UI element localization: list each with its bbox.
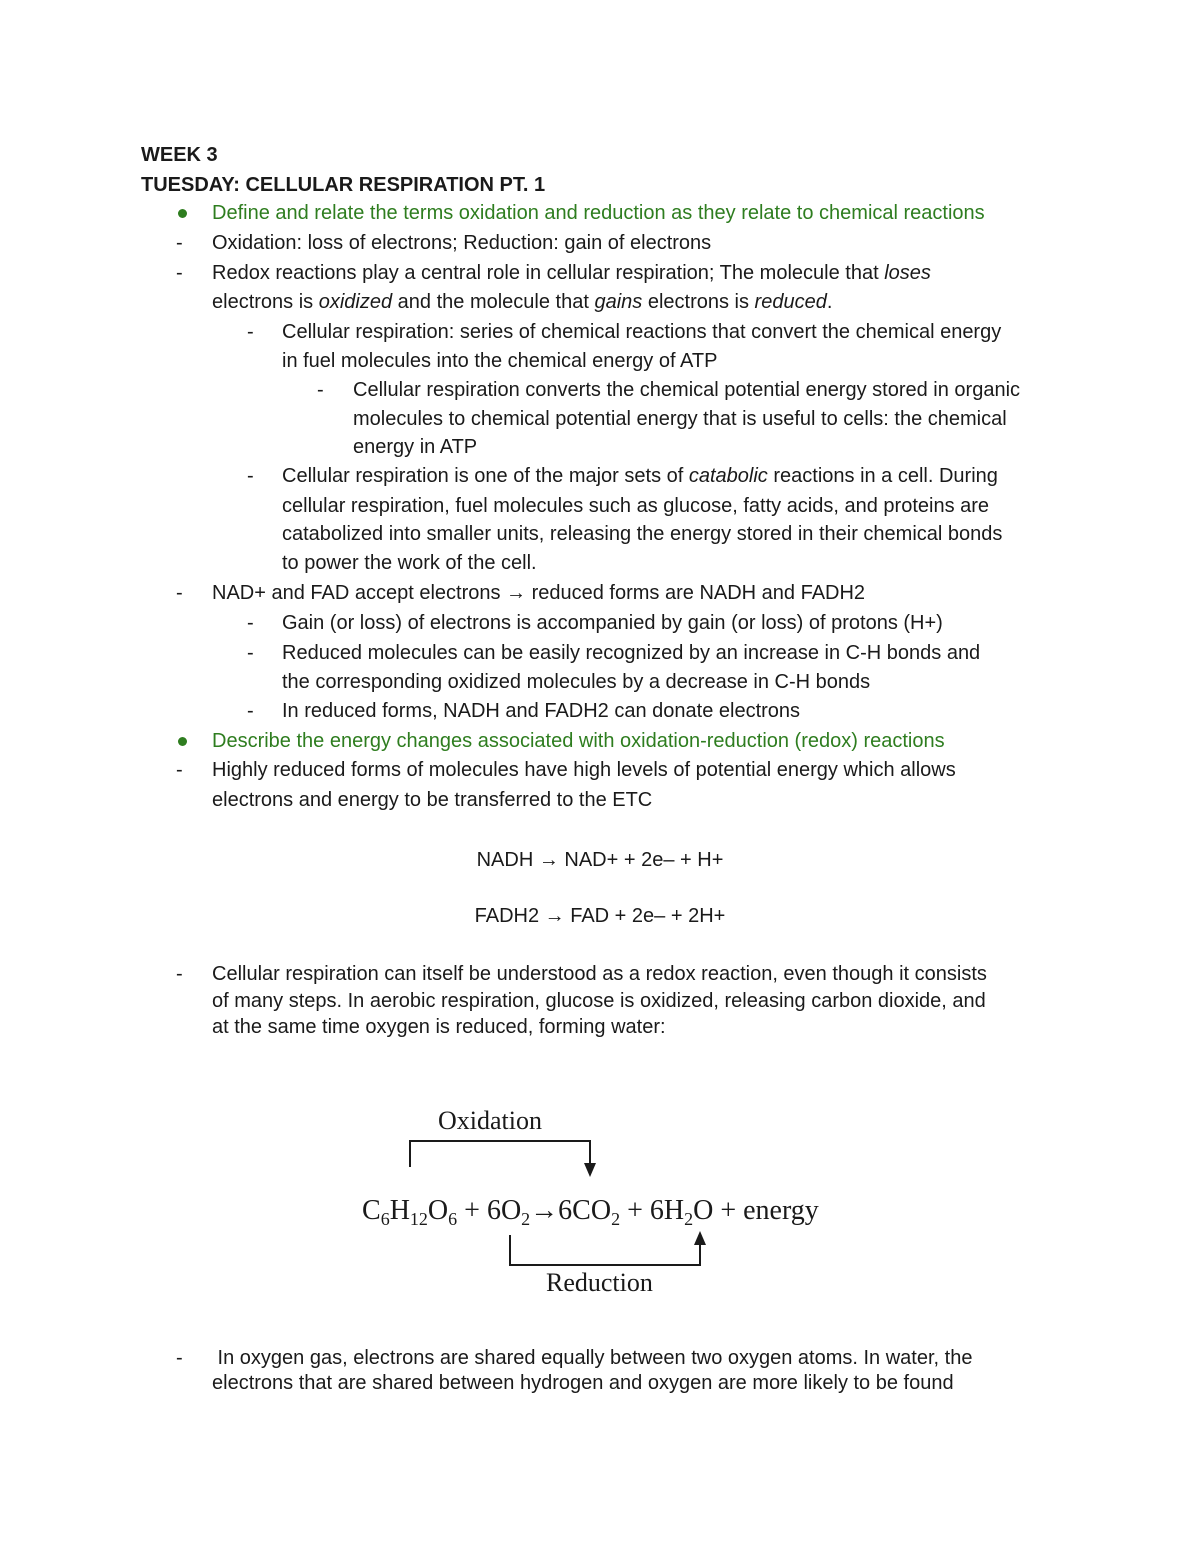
redox-respiration-2: of many steps. In aerobic respiration, glucose is oxidized, releasing carbon dioxide, and (212, 990, 986, 1012)
day-heading: TUESDAY: CELLULAR RESPIRATION PT. 1 (141, 174, 546, 196)
redox-line-1 (212, 261, 931, 285)
redox-line-2 (212, 290, 832, 314)
bullet-icon (178, 737, 187, 746)
redox-respiration-1: Cellular respiration can itself be understood as a redox reaction, even though it consists (212, 963, 987, 985)
eq-part: H (389, 1195, 410, 1226)
reduced-molecules-1: Reduced molecules can be easily recognized by an increase in C-H bonds and (282, 642, 981, 664)
oxidation-label: Oxidation (438, 1106, 542, 1135)
nad-fad-line: NAD+ and FAD accept electrons → reduced forms are NADH and FADH2 (212, 582, 866, 604)
reaction-equation (362, 1195, 819, 1229)
cr-converts-1: Cellular respiration converts the chemical potential energy stored in organic (353, 379, 1021, 401)
reduced-energy-1: Highly reduced forms of molecules have high levels of potential energy which allows (212, 759, 956, 781)
emphasis: loses (884, 262, 931, 284)
oxidation-definition: Oxidation: loss of electrons; Reduction: gain of electrons (212, 232, 712, 254)
text-span: Redox reactions play a central role in cellular respiration; The molecule that (212, 262, 885, 284)
dash-marker: - (176, 232, 183, 254)
eq-subscript: 2 (684, 1209, 694, 1229)
text-span: electrons is (212, 291, 319, 313)
eq-part: + 6O (457, 1195, 522, 1226)
eq-part: O + energy (693, 1195, 819, 1226)
dash-marker: - (247, 612, 254, 634)
eq-arrow: → (530, 1195, 559, 1226)
dash-marker: - (176, 759, 183, 781)
emphasis: reduced (754, 291, 827, 313)
cr-catabolic-4: to power the work of the cell. (282, 552, 537, 574)
emphasis: oxidized (318, 291, 393, 313)
dash-marker: - (317, 379, 324, 401)
emphasis: catabolic (688, 465, 768, 487)
eq-subscript: 6 (448, 1209, 458, 1229)
dash-marker: - (247, 700, 254, 722)
eq-subscript: 6 (380, 1209, 390, 1229)
text-span: . (826, 291, 833, 313)
eq-part: + 6H (620, 1195, 685, 1226)
cr-catabolic-3: catabolized into smaller units, releasing the energy stored in their chemical bonds (282, 523, 1003, 545)
text-span: reactions in a cell. During (767, 465, 998, 487)
up-arrow-icon (694, 1231, 706, 1245)
cr-catabolic-2: cellular respiration, fuel molecules such as glucose, fatty acids, and proteins are (282, 495, 990, 517)
oxygen-gas-1: In oxygen gas, electrons are shared equally between two oxygen atoms. In water, the (212, 1347, 973, 1369)
dash-marker: - (176, 262, 183, 284)
eq-part: C (362, 1195, 381, 1226)
cr-converts-3: energy in ATP (353, 436, 478, 458)
dash-marker: - (176, 963, 183, 985)
eq-subscript: 2 (611, 1209, 621, 1229)
donate-electrons-line: In reduced forms, NADH and FADH2 can donate electrons (282, 700, 801, 722)
dash-marker: - (247, 321, 254, 343)
objective-1: Define and relate the terms oxidation and reduction as they relate to chemical reactions (212, 202, 985, 224)
dash-marker: - (176, 582, 183, 604)
bullet-icon (178, 209, 187, 218)
eq-part: O (427, 1195, 449, 1226)
reduced-molecules-2: the corresponding oxidized molecules by a decrease in C-H bonds (282, 671, 871, 693)
cr-definition-1: Cellular respiration: series of chemical reactions that convert the chemical energy (282, 321, 1002, 343)
dash-marker: - (247, 642, 254, 664)
nadh-equation: NADH → NAD+ + 2e– + H+ (476, 849, 724, 871)
eq-part: 6CO (558, 1195, 612, 1226)
reduction-bracket (510, 1235, 700, 1265)
cr-definition-2: in fuel molecules into the chemical energy of ATP (282, 350, 718, 372)
dash-marker: - (247, 465, 254, 487)
objective-2: Describe the energy changes associated with oxidation-reduction (redox) reactions (212, 730, 945, 752)
cr-converts-2: molecules to chemical potential energy that is useful to cells: the chemical (353, 408, 1007, 430)
redox-diagram (350, 1095, 850, 1305)
reduction-label: Reduction (546, 1268, 653, 1297)
fadh2-equation: FADH2 → FAD + 2e– + 2H+ (474, 905, 726, 927)
redox-respiration-3: at the same time oxygen is reduced, forming water: (212, 1016, 666, 1038)
oxygen-gas-2: electrons that are shared between hydrogen and oxygen are more likely to be found (212, 1372, 954, 1394)
eq-subscript: 2 (521, 1209, 531, 1229)
text-span: and the molecule that (392, 291, 595, 313)
week-heading: WEEK 3 (141, 144, 218, 166)
emphasis: gains (594, 291, 643, 313)
down-arrow-icon (584, 1163, 596, 1177)
text-span: electrons is (642, 291, 755, 313)
dash-marker: - (176, 1347, 183, 1369)
gain-loss-line: Gain (or loss) of electrons is accompanied by gain (or loss) of protons (H+) (282, 612, 943, 634)
eq-subscript: 12 (409, 1209, 428, 1229)
cr-catabolic-1 (282, 464, 998, 488)
oxidation-bracket (410, 1141, 590, 1167)
text-span: Cellular respiration is one of the major sets of (282, 465, 689, 487)
reduced-energy-2: electrons and energy to be transferred to the ETC (212, 789, 653, 811)
